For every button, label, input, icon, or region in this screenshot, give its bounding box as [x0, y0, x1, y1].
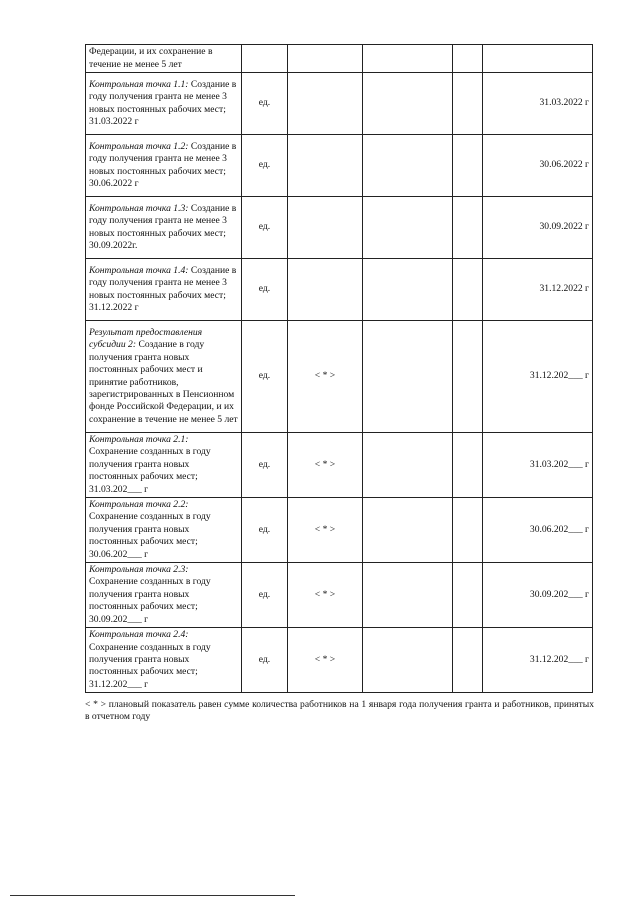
table-row — [86, 45, 593, 73]
row-description — [86, 628, 242, 693]
empty-cell — [363, 563, 453, 628]
table-row — [86, 197, 593, 259]
empty-cell — [453, 563, 483, 628]
unit-cell: ед. — [242, 73, 288, 135]
table-row — [86, 563, 593, 628]
empty-cell — [363, 628, 453, 693]
row-description — [86, 45, 242, 73]
table-row — [86, 259, 593, 321]
row-description — [86, 563, 242, 628]
mark-cell: < * > — [288, 321, 363, 433]
footnote: < * > плановый показатель равен сумме количества работников на 1 января года получения гранта и работников, принятых в отчетном году — [85, 698, 594, 722]
table-row — [86, 433, 593, 498]
mark-cell — [288, 259, 363, 321]
empty-cell — [453, 628, 483, 693]
row-description — [86, 73, 242, 135]
unit-cell: ед. — [242, 498, 288, 563]
row-text: Создание в году получения гранта не менее 3 новых постоянных рабочих мест; 30.06.2022 г — [89, 140, 237, 189]
empty-cell — [363, 433, 453, 498]
row-lead: Контрольная точка 2.4: — [89, 629, 189, 641]
empty-cell — [363, 321, 453, 433]
unit-cell: ед. — [242, 321, 288, 433]
date-cell: 31.03.2022 г — [483, 73, 593, 135]
table-row — [86, 321, 593, 433]
date-cell: 31.03.202___ г — [483, 433, 593, 498]
row-lead: Контрольная точка 2.2: — [89, 499, 189, 511]
unit-cell: ед. — [242, 563, 288, 628]
row-lead: Контрольная точка 2.1: — [89, 434, 189, 445]
row-text: Сохранение созданных в году получения гранта новых постоянных рабочих мест; 31.03.202___ г — [89, 446, 211, 495]
unit-cell — [242, 45, 288, 73]
empty-cell — [453, 433, 483, 498]
row-description — [86, 135, 242, 197]
row-text: Сохранение созданных в году получения гранта новых постоянных рабочих мест; 31.12.202___ г — [89, 641, 211, 690]
unit-cell: ед. — [242, 628, 288, 693]
row-lead: Контрольная точка 1.1: — [89, 78, 189, 90]
table-row — [86, 73, 593, 135]
row-text: Создание в году получения гранта не менее 3 новых постоянных рабочих мест; 30.09.2022г. — [89, 202, 237, 251]
row-text: Федерации, и их сохранение в течение не менее 5 лет — [89, 46, 213, 70]
empty-cell — [453, 197, 483, 259]
date-cell: 30.09.202___ г — [483, 563, 593, 628]
row-text: Сохранение созданных в году получения гранта новых постоянных рабочих мест; 30.09.202___ г — [89, 576, 211, 625]
date-cell: 30.06.202___ г — [483, 498, 593, 563]
footer-divider — [10, 895, 295, 896]
mark-cell: < * > — [288, 433, 363, 498]
empty-cell — [363, 197, 453, 259]
table-row — [86, 135, 593, 197]
row-lead: Контрольная точка 1.3: — [89, 202, 189, 214]
mark-cell — [288, 135, 363, 197]
row-description — [86, 321, 242, 433]
empty-cell — [363, 73, 453, 135]
row-text: Создание в году получения гранта новых постоянных рабочих мест и принятие работников, зарегистрированных в Пенсионном фонде Российской Федерации, и их сохранение в течение не менее 5 лет — [89, 339, 238, 425]
row-text: Создание в году получения гранта не менее 3 новых постоянных рабочих мест; 31.12.2022 г — [89, 264, 237, 313]
unit-cell: ед. — [242, 259, 288, 321]
date-cell: 30.06.2022 г — [483, 135, 593, 197]
mark-cell: < * > — [288, 628, 363, 693]
row-lead: Контрольная точка 2.3: — [89, 564, 189, 576]
mark-cell — [288, 73, 363, 135]
mark-cell — [288, 45, 363, 73]
empty-cell — [453, 135, 483, 197]
mark-cell — [288, 197, 363, 259]
table-row — [86, 628, 593, 693]
row-description — [86, 498, 242, 563]
empty-cell — [363, 135, 453, 197]
unit-cell: ед. — [242, 135, 288, 197]
empty-cell — [453, 45, 483, 73]
empty-cell — [363, 259, 453, 321]
unit-cell: ед. — [242, 433, 288, 498]
row-lead: Контрольная точка 1.4: — [89, 264, 189, 276]
row-description — [86, 197, 242, 259]
empty-cell — [363, 45, 453, 73]
indicators-table — [85, 44, 593, 693]
date-cell: 30.09.2022 г — [483, 197, 593, 259]
row-description — [86, 259, 242, 321]
empty-cell — [453, 498, 483, 563]
empty-cell — [453, 321, 483, 433]
date-cell: 31.12.202___ г — [483, 628, 593, 693]
empty-cell — [363, 498, 453, 563]
date-cell — [483, 45, 593, 73]
row-text: Создание в году получения гранта не менее 3 новых постоянных рабочих мест; 31.03.2022 г — [89, 78, 237, 127]
row-description — [86, 433, 242, 498]
mark-cell: < * > — [288, 498, 363, 563]
date-cell: 31.12.202___ г — [483, 321, 593, 433]
unit-cell: ед. — [242, 197, 288, 259]
row-text: Сохранение созданных в году получения гранта новых постоянных рабочих мест; 30.06.202___ г — [89, 511, 211, 560]
table-row — [86, 498, 593, 563]
empty-cell — [453, 259, 483, 321]
row-lead: Контрольная точка 1.2: — [89, 140, 189, 152]
date-cell: 31.12.2022 г — [483, 259, 593, 321]
empty-cell — [453, 73, 483, 135]
row-lead: Результат предоставления субсидии 2: — [89, 326, 203, 351]
mark-cell: < * > — [288, 563, 363, 628]
